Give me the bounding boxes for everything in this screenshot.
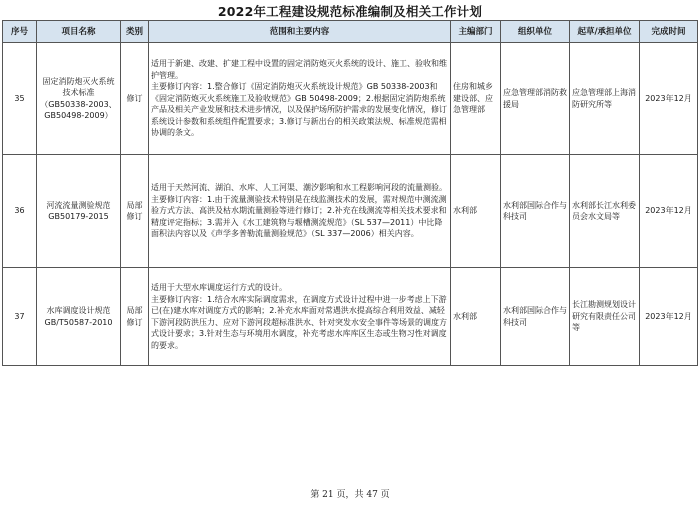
row-name: 水库调度设计规范 GB/T50587-2010 xyxy=(37,268,121,366)
header-dept: 主编部门 xyxy=(451,21,501,43)
row-drafter: 长江勘测规划设计研究有限责任公司等 xyxy=(570,268,640,366)
row-category: 局部修订 xyxy=(121,268,149,366)
row-deadline: 2023年12月 xyxy=(640,155,698,268)
scope-revisions: 主要修订内容：1.由于流量测验技术特别是在线监测技术的发展，需对规范中测流测验方式方法、高洪及枯水期流量测验等进行修订；2.补充在线测流等相关技术要求和精度评定指标；3.需并入《水工建筑物与堰槽测流规范》（SL 537—2011）中比降面积法内容以及《声学多普勒流量测验规范》（SL 337—2006）相关内容。 xyxy=(151,194,447,239)
table-row xyxy=(3,43,698,155)
row-no: 35 xyxy=(3,43,37,155)
row-org: 水利部国际合作与科技司 xyxy=(501,268,570,366)
header-row xyxy=(3,21,698,43)
page-number-footer: 第 21 页，共 47 页 xyxy=(310,490,390,500)
row-drafter: 水利部长江水利委员会水文局等 xyxy=(570,155,640,268)
scope-revisions: 主要修订内容：1.结合水库实际调度需求，在调度方式设计过程中进一步考虑上下游已(在)建水库对调度方式的影响；2.补充水库面对常遇洪水提高综合利用效益、减轻下游河段防洪压力、应对下游河段超标准洪水、针对突发水安全事件等场景的调度方式设计要求；3.针对生态与环境用水调度，补充考虑水库库区生态或生物习性对调度的要求。 xyxy=(151,294,447,350)
page-title: 2022年工程建设规范标准编制及相关工作计划 xyxy=(217,4,483,19)
header-no: 序号 xyxy=(3,21,37,43)
row-org: 应急管理部消防救援局 xyxy=(501,43,570,155)
row-deadline: 2023年12月 xyxy=(640,43,698,155)
row-dept: 水利部 xyxy=(451,155,501,268)
row-org: 水利部国际合作与科技司 xyxy=(501,155,570,268)
row-dept: 住房和城乡建设部、应急管理部 xyxy=(451,43,501,155)
row-deadline: 2023年12月 xyxy=(640,268,698,366)
scope-applicability: 适用于大型水库调度运行方式的设计。 xyxy=(151,283,287,292)
row-scope xyxy=(149,268,451,366)
scope-revisions: 主要修订内容：1.整合修订《固定消防炮灭火系统设计规范》GB 50338-2003和《固定消防炮灭火系统施工及验收规范》GB 50498-2009；2.根据固定消防炮系统产品及相关产业发展和技术进步情况，以及保护场所防护需求的发展变化情况，修订系统设计参数和系统组件配置要求；3.修订与新出台的相关政策法规、标准规范需相协调的条文。 xyxy=(151,82,447,138)
row-drafter: 应急管理部上海消防研究所等 xyxy=(570,43,640,155)
header-drafter: 起草/承担单位 xyxy=(570,21,640,43)
header-scope: 范围和主要内容 xyxy=(149,21,451,43)
scope-applicability: 适用于新建、改建、扩建工程中设置的固定消防炮灭火系统的设计、施工、验收和维护管理。 xyxy=(151,59,447,80)
row-category: 修订 xyxy=(121,43,149,155)
header-org: 组织单位 xyxy=(501,21,570,43)
table-row xyxy=(3,155,698,268)
row-name: 河流流量测验规范 GB50179-2015 xyxy=(37,155,121,268)
row-scope xyxy=(149,43,451,155)
work-plan-table xyxy=(2,20,698,366)
row-scope xyxy=(149,155,451,268)
header-name: 项目名称 xyxy=(37,21,121,43)
row-no: 36 xyxy=(3,155,37,268)
row-name: 固定消防炮灭火系统技术标准（GB50338-2003、GB50498-2009） xyxy=(37,43,121,155)
header-deadline: 完成时间 xyxy=(640,21,698,43)
header-category: 类别 xyxy=(121,21,149,43)
row-no: 37 xyxy=(3,268,37,366)
table-row xyxy=(3,268,698,366)
row-category: 局部修订 xyxy=(121,155,149,268)
scope-applicability: 适用于天然河流、湖泊、水库、人工河渠、潮汐影响和水工程影响河段的流量测验。 xyxy=(151,183,447,193)
row-dept: 水利部 xyxy=(451,268,501,366)
